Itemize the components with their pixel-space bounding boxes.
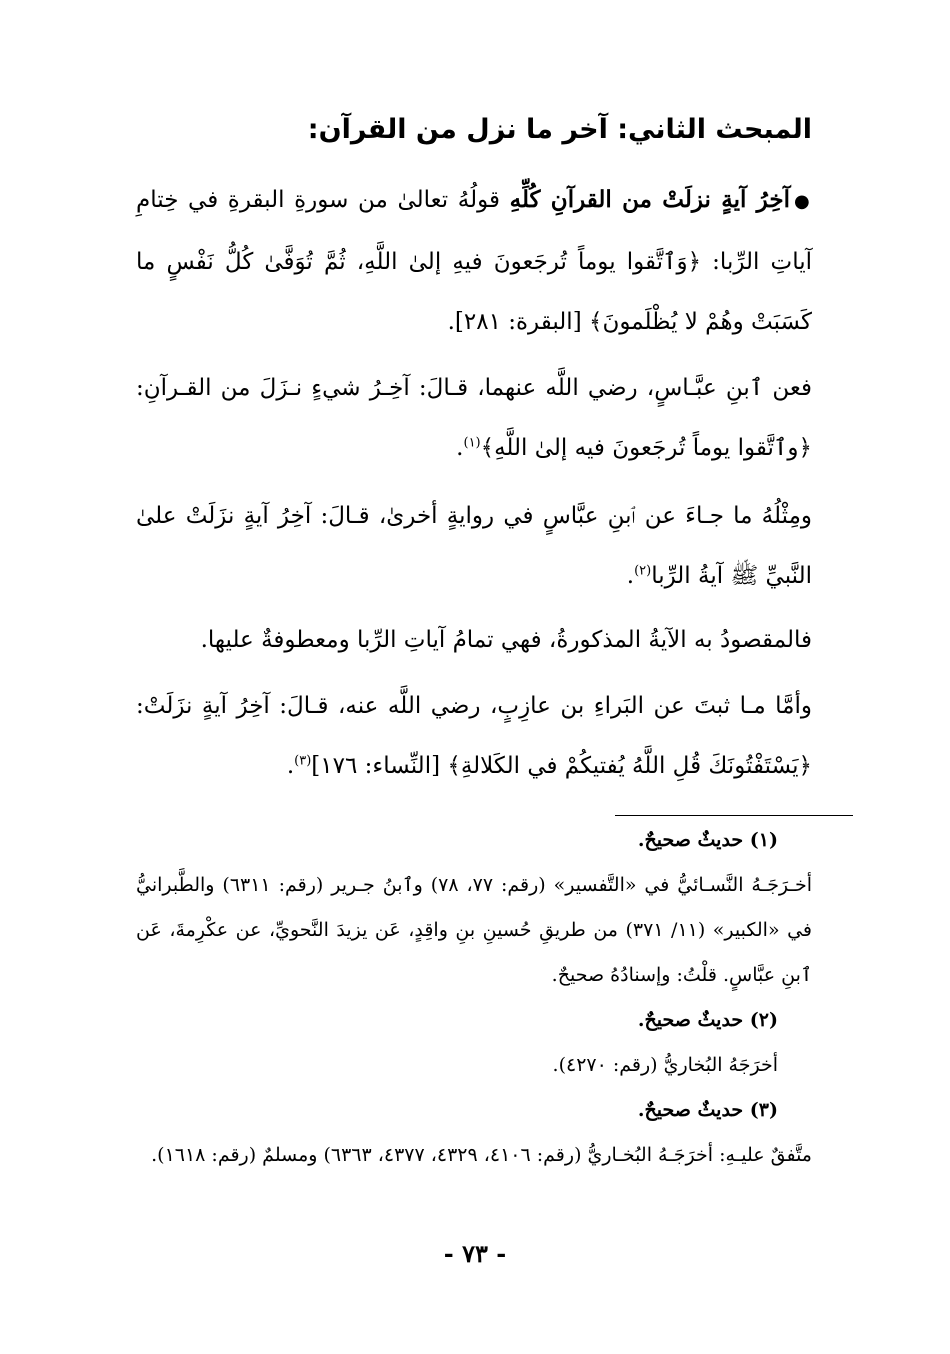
- page-number: - ٧٣ -: [443, 1239, 507, 1268]
- paragraph-5-end: .: [286, 753, 295, 779]
- paragraph-1-lead: آخِرُ آيةٍ نزلَتْ من القرآنِ كُلِّهِ: [509, 186, 790, 213]
- paragraph-4: [136, 610, 812, 670]
- paragraph-3: [136, 486, 812, 606]
- paragraph-2-text: فعن ٱبنِ عبَّـاسٍ، رضي اللَّه عنهما، قـالَ: آخِـرُ شيءٍ نـزَلَ من القـرآنِ: ﴿وٱتَّقوا يوماً تُرجَعونَ فيه إلىٰ اللَّهِ﴾: [136, 375, 812, 461]
- footnote-1-text: أخـرَجَـهُ النَّسـائيُّ في «التَّفسير» (رقم: ٧٧، ٧٨) وٱبنُ جـرير (رقم: ٦٣١١) والطَّبرانيُّ في «الكبير» (١١/ ٣٧١) من طريقِ حُسينِ بنِ واقِدٍ، عَن يزيدَ النَّحويِّ، عن عكْرِمةَ، عَن ٱبنِ عبَّاسٍ. قلْتُ: وإسنادُهُ صحيحٌ.: [136, 874, 813, 986]
- footnote-2-title: (٢) حديثٌ صحيحٌ.: [637, 1009, 778, 1031]
- footnote-ref-2: (٢): [634, 563, 652, 579]
- paragraph-5-text: وأمَّا مـا ثبتَ عن البَراءِ بن عازِبٍ، رضي اللَّه عنه، قـالَ: آخِرُ آيةٍ نزَلَتْ: ﴿يَسْتَفْتُونَكَ قُلِ اللَّهُ يُفتيكُمْ في الكَلالةِ﴾ [النِّساء: ١٧٦]: [136, 693, 812, 779]
- footnote-1-title: (١) حديثٌ صحيحٌ.: [637, 829, 778, 851]
- footnote-3-text: متَّفقٌ عليـهِ: أخرَجَـهُ البُخـاريُّ (رقم: ٤١٠٦، ٤٣٢٩، ٤٣٧٧، ٦٣٦٣) ومسلمٌ (رقم: ١٦١٨).: [151, 1144, 812, 1166]
- paragraph-2: [136, 358, 812, 478]
- paragraph-2-end: .: [456, 435, 464, 461]
- footnote-divider: [615, 815, 853, 816]
- section-heading: المبحث الثاني: آخر ما نزل من القرآن:: [307, 114, 812, 145]
- paragraph-4-text: فالمقصودُ به الآيةُ المذكورةُ، فهي تمامُ آياتِ الرِّبا ومعطوفةٌ عليها.: [200, 627, 812, 653]
- paragraph-1: [136, 170, 812, 352]
- paragraph-5: [136, 676, 812, 796]
- bullet-icon: ●: [793, 191, 812, 212]
- footnote-ref-3: (٣): [294, 753, 312, 769]
- paragraph-1-text: قولُهُ تعالىٰ من سورةِ البقرةِ في خِتامِ آياتِ الرِّبا: ﴿وَٱتَّقوا يوماً تُرجَعونَ فيهِ إلىٰ اللَّهِ، ثُمَّ تُوَفَّىٰ كُلُّ نَفْسٍ ما كَسَبَتْ وهُمْ لا يُظْلَمونَ﴾ [البقرة: ٢٨١].: [136, 187, 812, 335]
- footnote-2-text: أخرَجَهُ البُخاريُّ (رقم: ٤٢٧٠).: [552, 1054, 778, 1076]
- paragraph-3-end: .: [626, 563, 635, 589]
- footnote-3-title: (٣) حديثٌ صحيحٌ.: [637, 1099, 778, 1121]
- paragraph-3-text: ومِثْلُهُ ما جـاءَ عن ٱبنِ عبَّاسٍ في روايةٍ أخرىٰ، قـالَ: آخِرُ آيةٍ نزَلَتْ علىٰ النَّبيِّ ﷺ آيةُ الرِّبا: [136, 503, 812, 589]
- footnote-ref-1: (١): [463, 435, 481, 451]
- footnotes: [136, 818, 812, 1178]
